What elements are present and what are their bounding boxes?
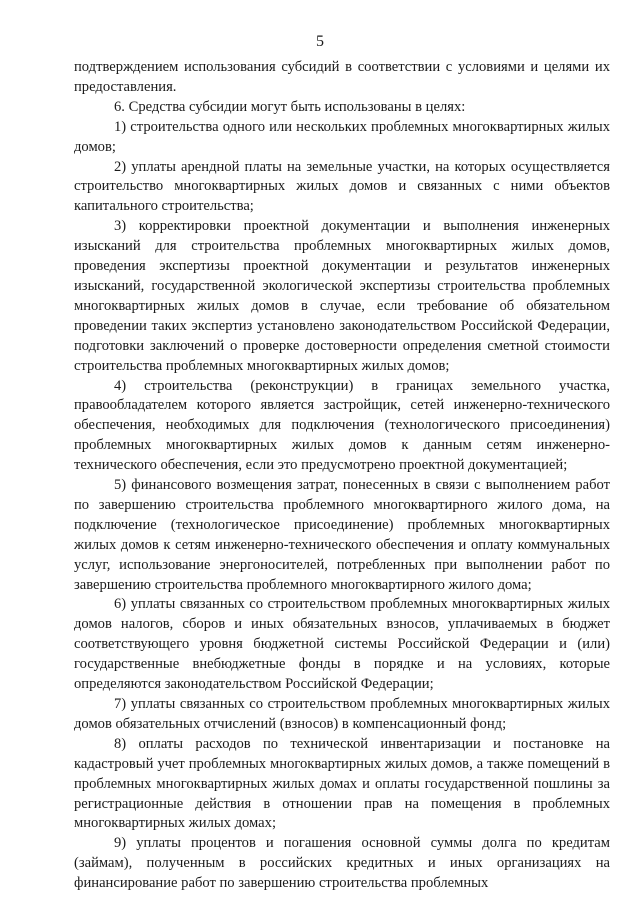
- list-item-2: 2) уплаты арендной платы на земельные участки, на которых осуществляется строительство многоквартирных жилых домов и связанных с ними объектов капитального строительства;: [74, 158, 610, 215]
- list-item-7: 7) уплаты связанных со строительством проблемных многоквартирных жилых домов обязательных отчислений (взносов) в компенсационный фонд;: [74, 696, 610, 732]
- list-item-3: 3) корректировки проектной документации и выполнения инженерных изысканий для строительства проблемных многоквартирных жилых домов, проведения экспертизы проектной документации и результатов инженерных изысканий, государственной экологической экспертизы строительства проблемных многоквартирных жилых домов в случае, если требование об обязательном проведении таких экспертиз установлено законодательством Российской Федерации, подготовки заключений о проверке достоверности определения сметной стоимости строительства проблемных многоквартирных жилых домов;: [74, 218, 610, 374]
- clause-6-heading: 6. Средства субсидии могут быть использованы в целях:: [114, 98, 466, 115]
- list-item-8: 8) оплаты расходов по технической инвентаризации и постановке на кадастровый учет проблемных многоквартирных жилых домов, а также помещений в проблемных многоквартирных жилых домах и оплаты государственной пошлины за регистрационные действия в отношении прав на помещения в проблемных многоквартирных жилых домах;: [74, 735, 610, 832]
- list-item-9: 9) уплаты процентов и погашения основной суммы долга по кредитам (займам), полученным в российских кредитных и иных организациях на финансирование работ по завершению строительства проблемных: [74, 835, 610, 892]
- list-item-5: 5) финансового возмещения затрат, понесенных в связи с выполнением работ по завершению строительства проблемного многоквартирного жилого дома, на подключение (технологическое присоединение) проблемных многоквартирных жилых домов к сетям инженерно-технического обеспечения и оплату коммунальных услуг, использование энергоносителей, потребленных при выполнении работ по завершению строительства проблемного многоквартирного жилого дома;: [74, 477, 610, 593]
- list-item-4: 4) строительства (реконструкции) в границах земельного участка, правообладателем которого является застройщик, сетей инженерно-технического обеспечения, необходимых для подключения (технологического присоединения) проблемных многоквартирных жилых домов к данным сетям инженерно-технического обеспечения, если это предусмотрено проектной документацией;: [74, 377, 610, 474]
- list-item-1: 1) строительства одного или нескольких проблемных многоквартирных жилых домов;: [74, 118, 610, 155]
- document-body: [74, 58, 610, 894]
- page-number: 5: [316, 33, 324, 50]
- list-item-6: 6) уплаты связанных со строительством проблемных многоквартирных жилых домов налогов, сборов и иных обязательных взносов, уплачиваемых в бюджет соответствующего уровня бюджетной системы Российской Федерации и (или) государственные внебюджетные фонды в порядке и на условиях, которые определяются законодательством Российской Федерации;: [74, 596, 610, 693]
- continued-paragraph: подтверждением использования субсидий в соответствии с условиями и целями их предоставления.: [74, 59, 610, 95]
